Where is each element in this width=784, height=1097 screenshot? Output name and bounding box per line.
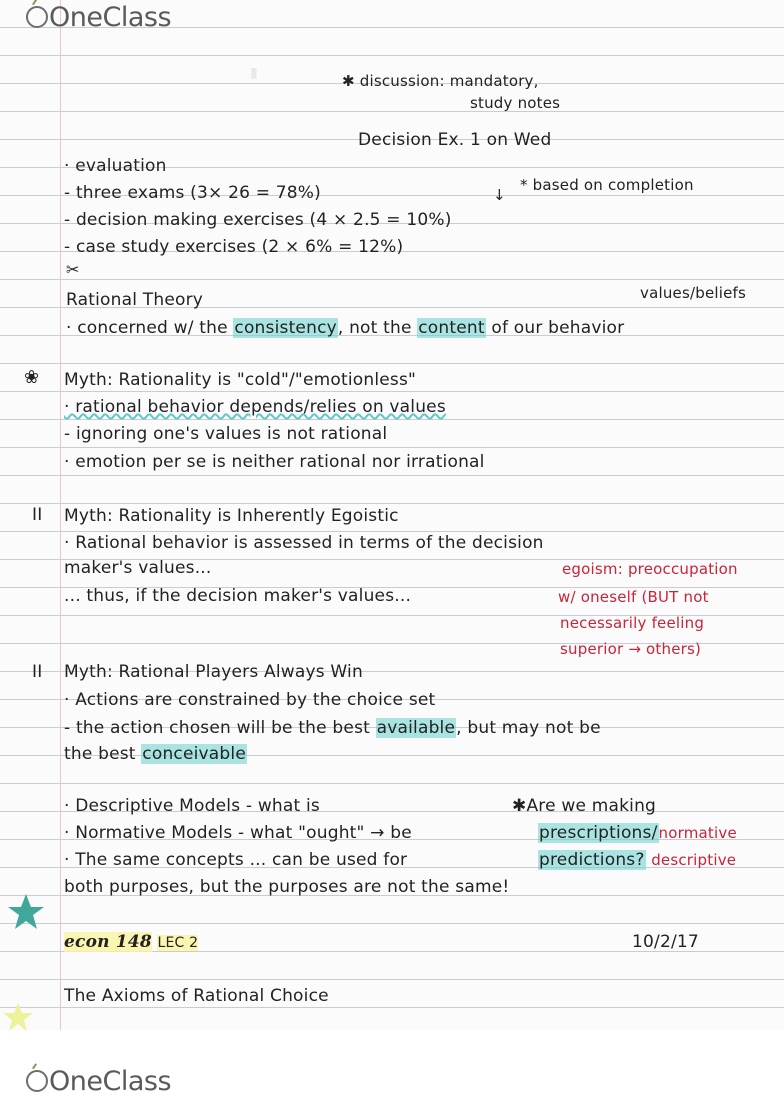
logo-text: OneClass — [49, 1066, 172, 1097]
highlight-predictions: predictions? — [539, 850, 645, 870]
evaluation-item: - decision making exercises (4 × 2.5 = 10%) — [64, 210, 452, 230]
highlight-available: available — [376, 718, 456, 738]
rational-theory-title: Rational Theory — [66, 290, 204, 310]
egoism-note: superior → others) — [560, 640, 702, 658]
brand-logo-bottom — [26, 1066, 171, 1097]
myth2-title: Myth: Rationality is Inherently Egoistic — [64, 506, 399, 526]
egoism-note: w/ oneself (BUT not — [558, 588, 709, 606]
evaluation-item: - three exams (3× 26 = 78%) — [64, 183, 321, 203]
highlight-prescriptions: prescriptions/ — [539, 823, 658, 843]
yellow-star-icon — [2, 1002, 34, 1032]
asterisk-icon: ✱ — [342, 72, 355, 90]
decision-ex-note: Decision Ex. 1 on Wed — [358, 130, 552, 150]
egoism-note: necessarily feeling — [560, 614, 705, 632]
myth1-line: · emotion per se is neither rational nor irrational — [64, 452, 485, 472]
star-note-line2: study notes — [470, 94, 561, 112]
flower-icon: ❀ — [24, 367, 40, 388]
logo-icon — [26, 6, 48, 28]
star-note-line1: ✱ discussion: mandatory, — [342, 72, 539, 90]
down-arrow-icon: ↓ — [493, 186, 506, 204]
myth1-line: · rational behavior depends/relies on values — [64, 397, 446, 417]
myth2-line: ... thus, if the decision maker's values... — [64, 586, 412, 606]
evaluation-title: · evaluation — [64, 156, 167, 176]
models-line: · Normative Models - what "ought" → be — [64, 823, 412, 843]
divider-mark-icon: ✂ — [66, 260, 80, 279]
asterisk-icon: ✱ — [512, 796, 527, 816]
models-line: · Descriptive Models - what is — [64, 796, 320, 816]
logo-text: OneClass — [49, 2, 172, 33]
egoism-note: egoism: preoccupation — [562, 560, 738, 578]
completion-annotation: * based on completion — [520, 176, 694, 194]
models-line: both purposes, but the purposes are not the same! — [64, 877, 510, 897]
course-label: econ 148 LEC 2 — [64, 932, 199, 952]
evaluation-item: - case study exercises (2 × 6% = 12%) — [64, 237, 404, 257]
axioms-heading: The Axioms of Rational Choice — [64, 986, 329, 1006]
models-line: · The same concepts ... can be used for — [64, 850, 408, 870]
brand-logo-top — [26, 2, 171, 33]
highlight-content: content — [418, 318, 485, 338]
myth2-line: maker's values... — [64, 558, 212, 578]
logo-icon — [26, 1070, 48, 1092]
question-line: predictions? descriptive — [539, 850, 737, 870]
highlight-conceivable: conceivable — [142, 744, 246, 764]
ditto-marker: II — [32, 662, 43, 682]
myth3-line: the best conceivable — [64, 744, 246, 764]
myth1-line: - ignoring one's values is not rational — [64, 424, 388, 444]
values-annotation: values/beliefs — [640, 284, 747, 302]
question-line: ✱Are we making — [512, 796, 657, 816]
highlight-consistency: consistency — [234, 318, 337, 338]
star-sticker-icon — [6, 892, 46, 932]
bleed-through: ▮ — [250, 65, 258, 81]
lecture-date: 10/2/17 — [632, 932, 699, 952]
rational-theory-line: · concerned w/ the consistency, not the content of our behavior — [66, 318, 625, 338]
ditto-marker: II — [32, 505, 43, 525]
margin-line — [60, 0, 61, 1030]
question-line: prescriptions/normative — [539, 823, 737, 843]
myth2-line: · Rational behavior is assessed in terms of the decision — [64, 533, 544, 553]
myth3-line: - the action chosen will be the best available, but may not be — [64, 718, 601, 738]
myth3-line: · Actions are constrained by the choice set — [64, 690, 436, 710]
myth1-title: Myth: Rationality is "cold"/"emotionless" — [64, 370, 417, 390]
myth3-title: Myth: Rational Players Always Win — [64, 662, 363, 682]
